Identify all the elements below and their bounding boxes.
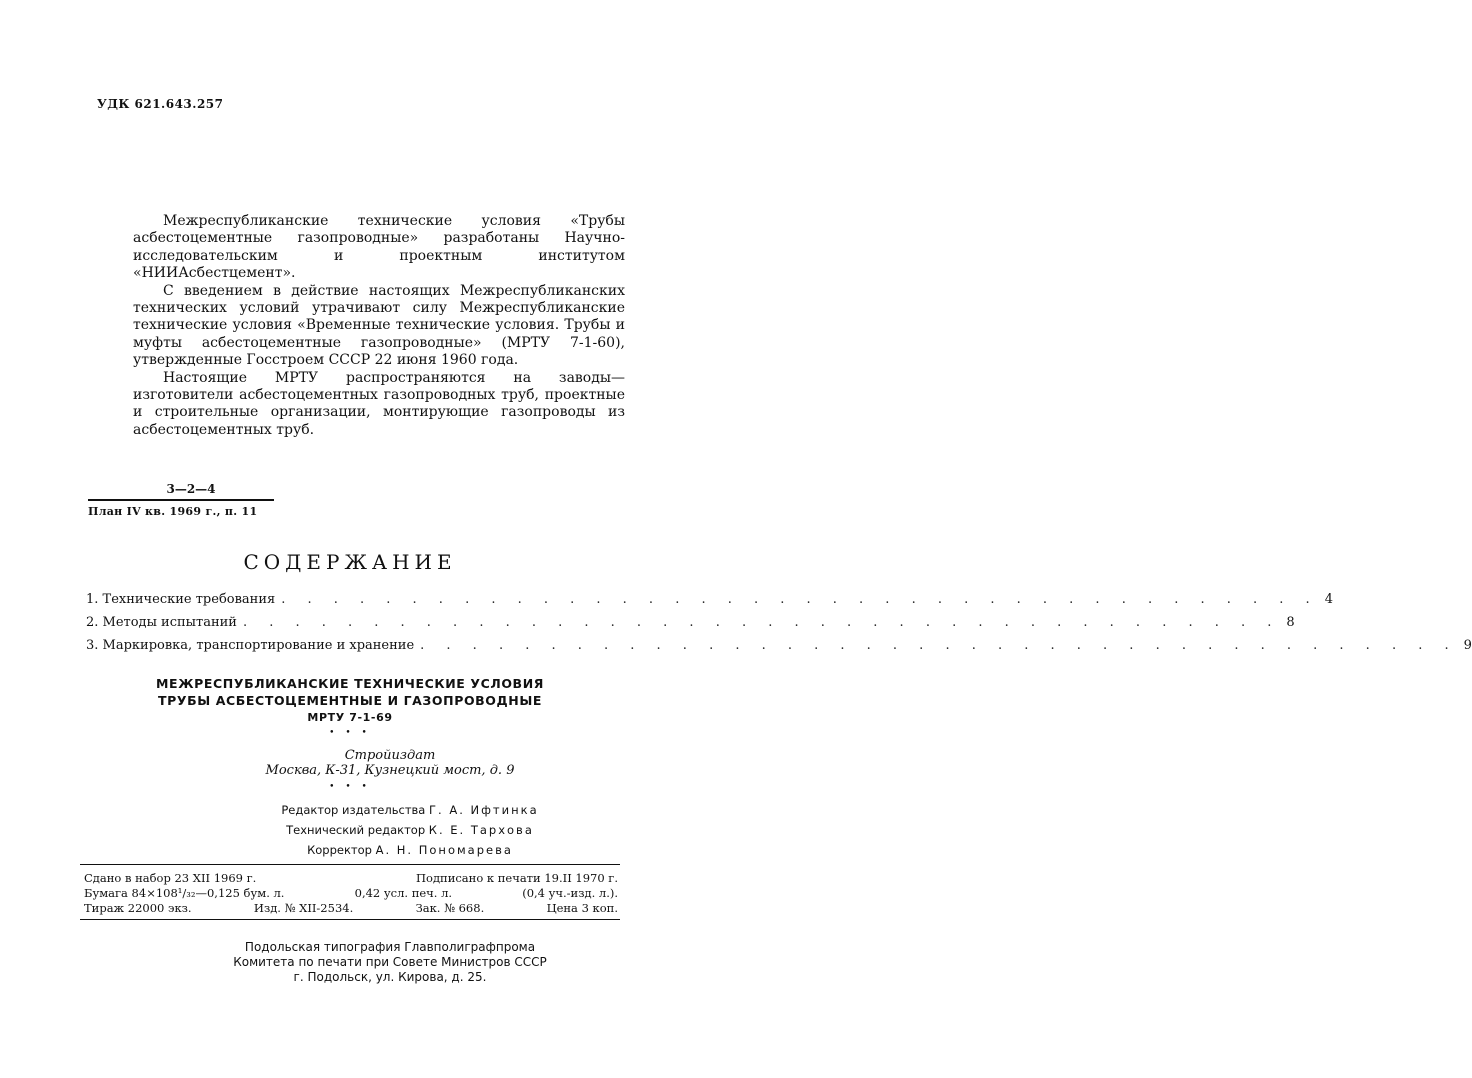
imprint-cell: (0,4 уч.-изд. л.).	[522, 886, 618, 900]
imprint-row-2	[84, 886, 618, 901]
imprint-cell: Сдано в набор 23 XII 1969 г.	[84, 871, 257, 885]
title-line-1: МЕЖРЕСПУБЛИКАНСКИЕ ТЕХНИЧЕСКИЕ УСЛОВИЯ	[156, 676, 544, 691]
publisher-address: Москва, К-31, Кузнецкий мост, д. 9	[265, 763, 515, 778]
toc-leader: . . . . . . . . . . . . . . . . . . . . . . . . . . . . . . . . . . . . . . . .	[242, 615, 1281, 630]
printer-info	[0, 940, 740, 985]
editor-row	[60, 800, 760, 820]
editors-list	[0, 800, 760, 860]
imprint-row-1	[84, 871, 618, 886]
toc-item-page: 9	[1463, 638, 1472, 653]
separator-stars-1: • • •	[329, 728, 371, 738]
toc-item-label: 3. Маркировка, транспортирование и хранение	[86, 638, 415, 653]
separator-stars-2: • • •	[329, 782, 371, 792]
imprint-row-3	[84, 901, 618, 916]
publisher-name: Стройиздат	[344, 748, 436, 763]
editor-role: Корректор	[307, 843, 372, 857]
intro-paragraph-1: Межреспубликанские технические условия «Трубы асбестоцементные газопроводные» разработаны Научно-исследовательским и проектным институтом «НИИАсбестцемент».	[133, 213, 625, 282]
intro-paragraph-3: Настоящие МРТУ распространяются на заводы—изготовители асбестоцементных газопроводных труб, проектные и строительные организации, монтирующие газопроводы из асбестоцементных труб.	[133, 369, 625, 438]
intro-text	[133, 213, 625, 439]
printer-line-1: Подольская типография Главполиграфпрома	[244, 940, 536, 954]
imprint-cell: Бумага 84×108¹/₃₂—0,125 бум. л.	[84, 886, 285, 900]
document-title	[0, 675, 700, 726]
toc-item-3	[86, 638, 1472, 661]
editor-name: Г. А. Ифтинка	[429, 803, 539, 817]
printer-line-2: Комитета по печати при Совете Министров СССР	[233, 955, 547, 969]
toc-heading: СОДЕРЖАНИЕ	[243, 550, 457, 574]
imprint-cell: Тираж 22000 экз.	[84, 901, 192, 915]
toc-item-page: 4	[1324, 592, 1333, 607]
title-code: МРТУ 7-1-69	[307, 711, 393, 724]
imprint-cell: 0,42 усл. печ. л.	[354, 886, 453, 900]
imprint-cell: Зак. № 668.	[415, 901, 485, 915]
editor-role: Технический редактор	[286, 823, 426, 837]
editor-role: Редактор издательства	[281, 803, 426, 817]
publisher	[0, 748, 740, 778]
imprint-cell: Цена 3 коп.	[546, 901, 618, 915]
editor-name: К. Е. Тархова	[428, 823, 534, 837]
toc-leader: . . . . . . . . . . . . . . . . . . . . . . . . . . . . . . . . . . . . . . . .	[281, 592, 1319, 607]
toc-item-label: 1. Технические требования	[86, 592, 276, 607]
toc-item-1	[86, 592, 1333, 615]
printer-line-3: г. Подольск, ул. Кирова, д. 25.	[293, 970, 487, 984]
udk-code: УДК 621.643.257	[97, 97, 224, 111]
plan-code: 3—2—4	[166, 482, 216, 496]
toc-leader: . . . . . . . . . . . . . . . . . . . . . . . . . . . . . . . . . . . . . . . .	[420, 638, 1458, 653]
toc-item-page: 8	[1286, 615, 1295, 630]
plan-block	[88, 482, 274, 518]
editor-row	[60, 840, 760, 860]
plan-divider	[88, 499, 274, 501]
intro-paragraph-2: С введением в действие настоящих Межреспубликанских технических условий утрачивают силу Межреспубликанские технические условия «Временные технические условия. Трубы и муфты асбестоцементные газопроводные» (МРТУ 7-1-60), утвержденные Госстроем СССР 22 июня 1960 года.	[133, 282, 625, 369]
toc-item-label: 2. Методы испытаний	[86, 615, 237, 630]
imprint-top-rule	[80, 864, 620, 865]
imprint-cell: Подписано к печати 19.II 1970 г.	[416, 871, 618, 885]
toc-item-2	[86, 615, 1295, 638]
editor-row	[60, 820, 760, 840]
editor-name: А. Н. Пономарева	[375, 843, 513, 857]
imprint-cell: Изд. № XII-2534.	[253, 901, 354, 915]
imprint-bottom-rule	[80, 919, 620, 920]
table-of-contents	[86, 592, 1472, 661]
imprint-block	[84, 871, 618, 916]
plan-text: План IV кв. 1969 г., п. 11	[88, 505, 258, 518]
title-line-2: ТРУБЫ АСБЕСТОЦЕМЕНТНЫЕ И ГАЗОПРОВОДНЫЕ	[157, 693, 543, 708]
